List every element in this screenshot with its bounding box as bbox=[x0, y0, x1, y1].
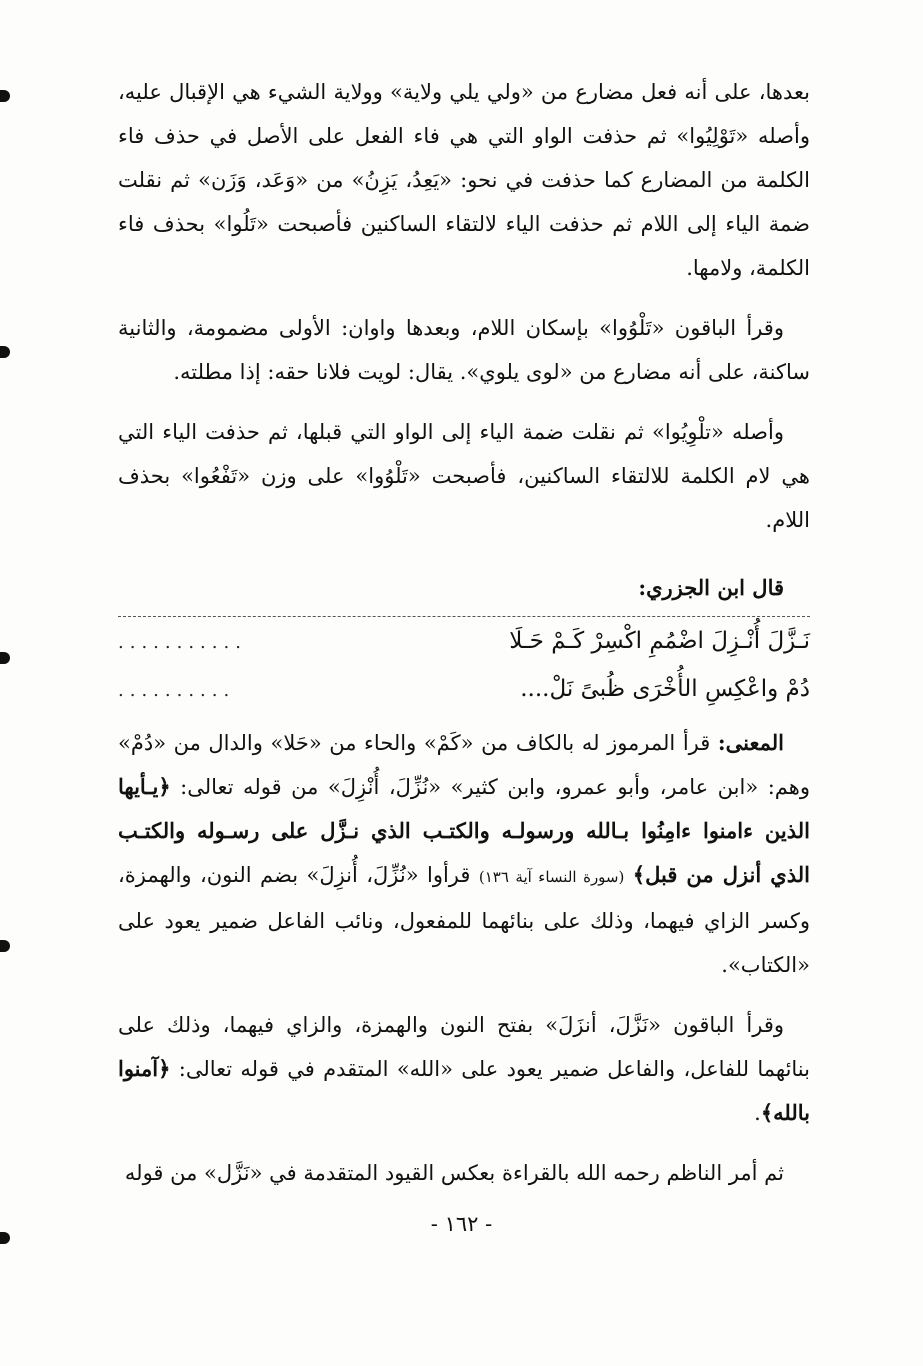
verse-dots: .......... bbox=[118, 680, 236, 701]
page-number: - ١٦٢ - bbox=[430, 1212, 493, 1236]
verse-text: نَـزَّلَ أُنْـزِلَ اضْمُمِ اكْسِرْ كَـمْ حَـلَا bbox=[509, 628, 810, 654]
quran-quote: ﴿يـأيها الذين ءامنوا ءامِنُوا بـالله ورسولـه والكتـب الذي نـزَّل على رسـوله والكتـب الذي أنزل من قبل﴾ bbox=[118, 774, 810, 887]
divider bbox=[118, 616, 810, 617]
section-heading: قال ابن الجزري: bbox=[638, 575, 784, 600]
verse-text: دُمْ واعْكِسِ الأُخْرَى ظُبىً نَلْ.... bbox=[520, 676, 810, 702]
margin-mark bbox=[0, 652, 10, 664]
paragraph: وقرأ الباقون «تَلْوُوا» بإسكان اللام، وبعدها واوان: الأولى مضمومة، والثانية ساكنة، على أنه مضارع من «لوى يلوي». يقال: لويت فلانا حقه: إذا مطلته. bbox=[118, 316, 810, 384]
verse-line bbox=[118, 667, 810, 715]
paragraph-text: وقرأ الباقون «نَزَّلَ، أنزَلَ» بفتح النون والهمزة، والزاي فيهما، وذلك على بنائهما للفاعل، والفاعل ضمير يعود على «الله» المتقدم في قوله تعالى: bbox=[118, 1013, 810, 1081]
paragraph: بعدها، على أنه فعل مضارع من «ولي يلي ولاية» وولاية الشيء هي الإقبال عليه، وأصله «تَوْلِيُوا» ثم حذفت الواو التي هي فاء الفعل على الأصل في حذف فاء الكلمة من المضارع كما حذفت في نحو: «يَعِدُ، يَزِنُ» من «وَعَد، وَزَن» ثم نقلت ضمة الياء إلى اللام ثم حذفت الياء لالتقاء الساكنين فأصبحت «تَلُوا» بحذف فاء الكلمة، ولامها. bbox=[118, 80, 810, 280]
meaning-text: قرأ المرموز له بالكاف من «كَمْ» والحاء من «حَلا» والدال من «دُمْ» وهم: «ابن عامر، وأبو عمرو، وابن كثير» «نُزِّلَ، أُنْزِلَ» من قوله تعالى: bbox=[118, 731, 810, 799]
margin-mark bbox=[0, 346, 10, 358]
page-body bbox=[118, 70, 810, 1211]
paragraph: ثم أمر الناظم رحمه الله بالقراءة بعكس القيود المتقدمة في «نَزَّل» من قوله bbox=[124, 1161, 784, 1185]
paragraph bbox=[118, 1003, 810, 1135]
verse-line bbox=[118, 619, 810, 667]
paragraph-end: . bbox=[754, 1101, 761, 1125]
meaning-text: قرأوا «نُزِّلَ، أُنزِلَ» بضم النون، والهمزة، وكسر الزاي فيهما، وذلك على بنائهما للمفعول، ونائب الفاعل ضمير يعود على «الكتاب». bbox=[118, 863, 810, 977]
margin-mark bbox=[0, 90, 10, 102]
margin-mark bbox=[0, 940, 10, 952]
paragraph: وأصله «تلْوِيُوا» ثم نقلت ضمة الياء إلى الواو التي قبلها، ثم حذفت الياء التي هي لام الكلمة للالتقاء الساكنين، فأصبحت «تَلْوُوا» على وزن «تَفْعُوا» بحذف اللام. bbox=[118, 420, 810, 532]
meaning-label: المعنى: bbox=[717, 730, 784, 755]
quran-quote: ﴿آمنوا بالله﴾ bbox=[118, 1056, 810, 1125]
verse-dots: ........... bbox=[118, 632, 247, 653]
meaning-paragraph bbox=[118, 721, 810, 987]
quran-source: (سورة النساء آية ١٣٦) bbox=[478, 868, 625, 886]
